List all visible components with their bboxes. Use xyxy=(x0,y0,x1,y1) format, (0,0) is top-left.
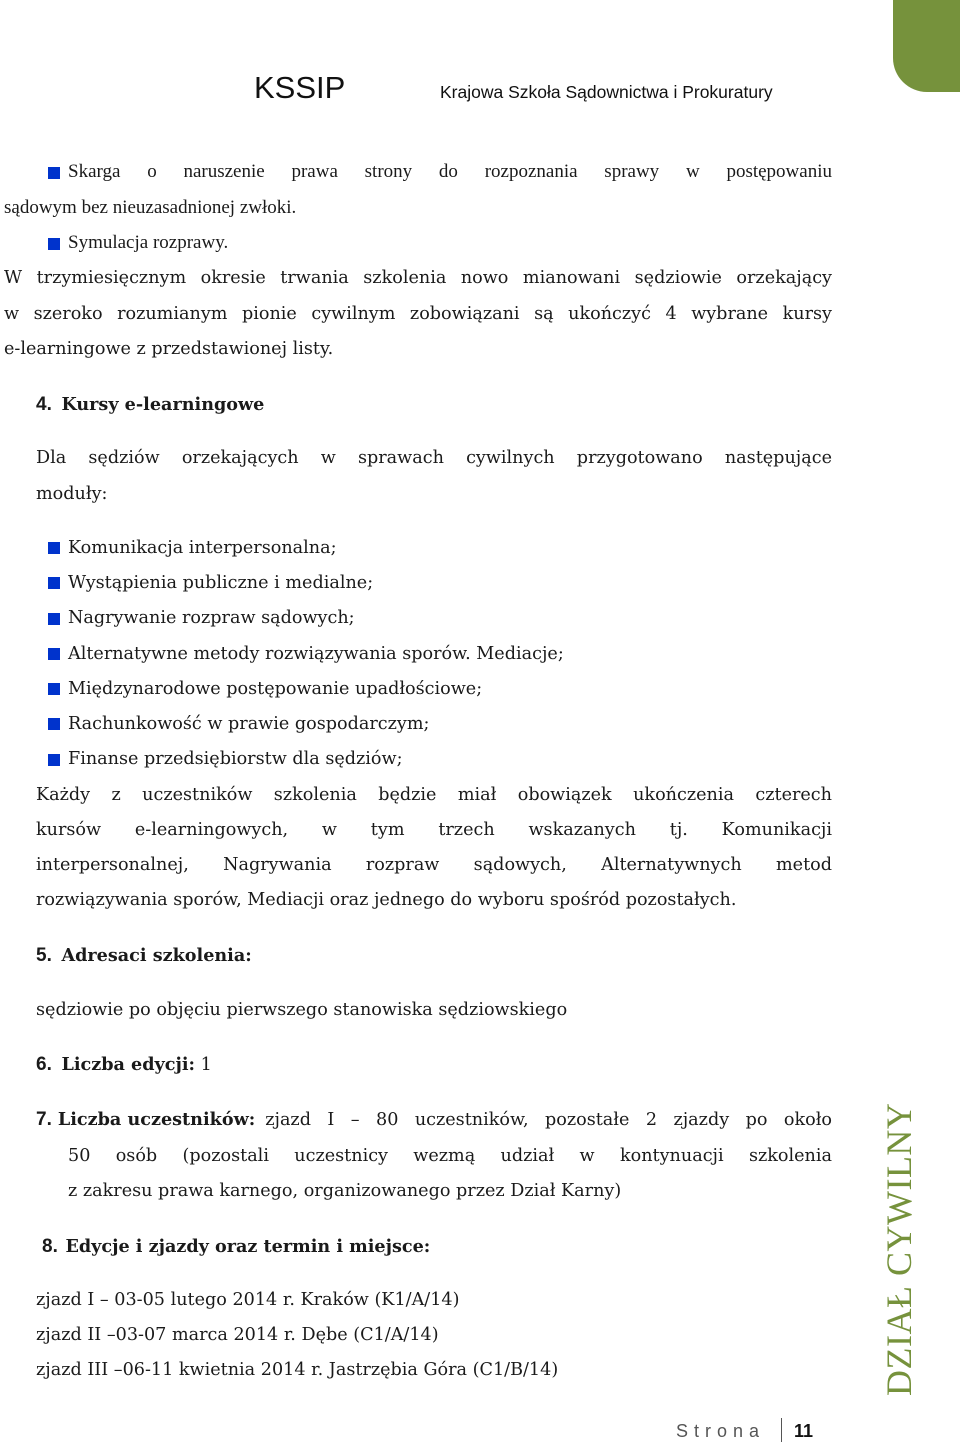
bullet-square-icon xyxy=(48,754,60,766)
module-list-item: Finanse przedsiębiorstw dla sędziów; xyxy=(68,749,403,769)
session-line: zjazd II –03-07 marca 2014 r. Dębe (C1/A/14) xyxy=(36,1325,439,1345)
section-6-title: Liczba edycji: xyxy=(61,1054,196,1075)
section-8-title: Edycje i zjazdy oraz termin i miejsce: xyxy=(65,1236,431,1257)
section-8-heading xyxy=(42,1235,430,1259)
intro-bullet-2: Symulacja rozprawy. xyxy=(68,232,229,253)
section-7-title: Liczba uczestników: xyxy=(57,1109,256,1130)
bullet-square-icon xyxy=(48,542,60,554)
section-4-closing-line: Każdy z uczestników szkolenia będzie miał obowiązek ukończenia czterech xyxy=(36,785,832,805)
intro-paragraph-line: w szeroko rozumianym pionie cywilnym zobowiązani są ukończyć 4 wybrane kursy xyxy=(4,304,832,324)
section-6-number: 6. xyxy=(36,1054,52,1075)
header-subtitle: Krajowa Szkoła Sądownictwa i Prokuratury xyxy=(440,82,773,102)
module-list-item: Międzynarodowe postępowanie upadłościowe; xyxy=(68,679,483,699)
section-8-number: 8. xyxy=(42,1236,58,1257)
section-6-value: 1 xyxy=(200,1055,212,1075)
section-4-heading xyxy=(36,393,264,417)
side-section-label: DZIAŁ CYWILNY xyxy=(879,1102,919,1396)
bullet-square-icon xyxy=(48,683,60,695)
section-4-lead-line: Dla sędziów orzekających w sprawach cywilnych przygotowano następujące xyxy=(36,448,832,468)
header-title: KSSIP xyxy=(254,70,346,105)
section-4-closing-line: rozwiązywania sporów, Mediacji oraz jednego do wyboru spośród pozostałych. xyxy=(36,890,737,910)
section-4-lead-line: moduły: xyxy=(36,484,108,504)
section-5-title: Adresaci szkolenia: xyxy=(61,945,252,966)
section-5-number: 5. xyxy=(36,945,52,966)
module-list-item: Wystąpienia publiczne i medialne; xyxy=(68,573,374,593)
footer-page-number: 11 xyxy=(794,1421,814,1441)
session-line: zjazd III –06-11 kwietnia 2014 r. Jastrzębia Góra (C1/B/14) xyxy=(36,1360,559,1380)
section-6-heading xyxy=(36,1053,212,1077)
section-7-line-3: z zakresu prawa karnego, organizowanego przez Dział Karny) xyxy=(68,1181,622,1201)
intro-paragraph-line: e-learningowe z przedstawionej listy. xyxy=(4,339,334,359)
footer-page-word: Strona xyxy=(676,1421,766,1441)
section-4-number: 4. xyxy=(36,394,52,415)
bullet-square-icon xyxy=(48,238,60,250)
bullet-square-icon xyxy=(48,167,60,179)
intro-paragraph-line: W trzymiesięcznym okresie trwania szkolenia nowo mianowani sędziowie orzekający xyxy=(4,268,832,288)
section-7-line-1: zjazd I – 80 uczestników, pozostałe 2 zjazdy po około xyxy=(265,1110,832,1130)
intro-bullet-1-line-2: sądowym bez nieuzasadnionej zwłoki. xyxy=(4,197,297,218)
footer-separator xyxy=(781,1418,782,1442)
section-7-heading xyxy=(36,1108,832,1132)
session-line: zjazd I – 03-05 lutego 2014 r. Kraków (K1/A/14) xyxy=(36,1290,460,1310)
module-list-item: Alternatywne metody rozwiązywania sporów. Mediacje; xyxy=(68,644,564,664)
intro-bullet-1-line-1: Skarga o naruszenie prawa strony do rozpoznania sprawy w postępowaniu xyxy=(68,161,832,182)
module-list-item: Nagrywanie rozpraw sądowych; xyxy=(68,608,355,628)
section-7-line-2: 50 osób (pozostali uczestnicy wezmą udział w kontynuacji szkolenia xyxy=(68,1146,832,1166)
bullet-square-icon xyxy=(48,613,60,625)
section-4-title: Kursy e-learningowe xyxy=(61,394,265,415)
module-list-item: Komunikacja interpersonalna; xyxy=(68,538,337,558)
section-5-heading xyxy=(36,944,252,968)
section-7-number: 7. xyxy=(36,1109,52,1130)
section-4-closing-line: interpersonalnej, Nagrywania rozpraw sądowych, Alternatywnych metod xyxy=(36,855,832,875)
section-4-closing-line: kursów e-learningowych, w tym trzech wskazanych tj. Komunikacji xyxy=(36,820,832,840)
bullet-square-icon xyxy=(48,718,60,730)
corner-tab-decoration xyxy=(893,0,960,92)
bullet-square-icon xyxy=(48,648,60,660)
bullet-square-icon xyxy=(48,577,60,589)
module-list-item: Rachunkowość w prawie gospodarczym; xyxy=(68,714,430,734)
section-5-text: sędziowie po objęciu pierwszego stanowiska sędziowskiego xyxy=(36,1000,568,1020)
